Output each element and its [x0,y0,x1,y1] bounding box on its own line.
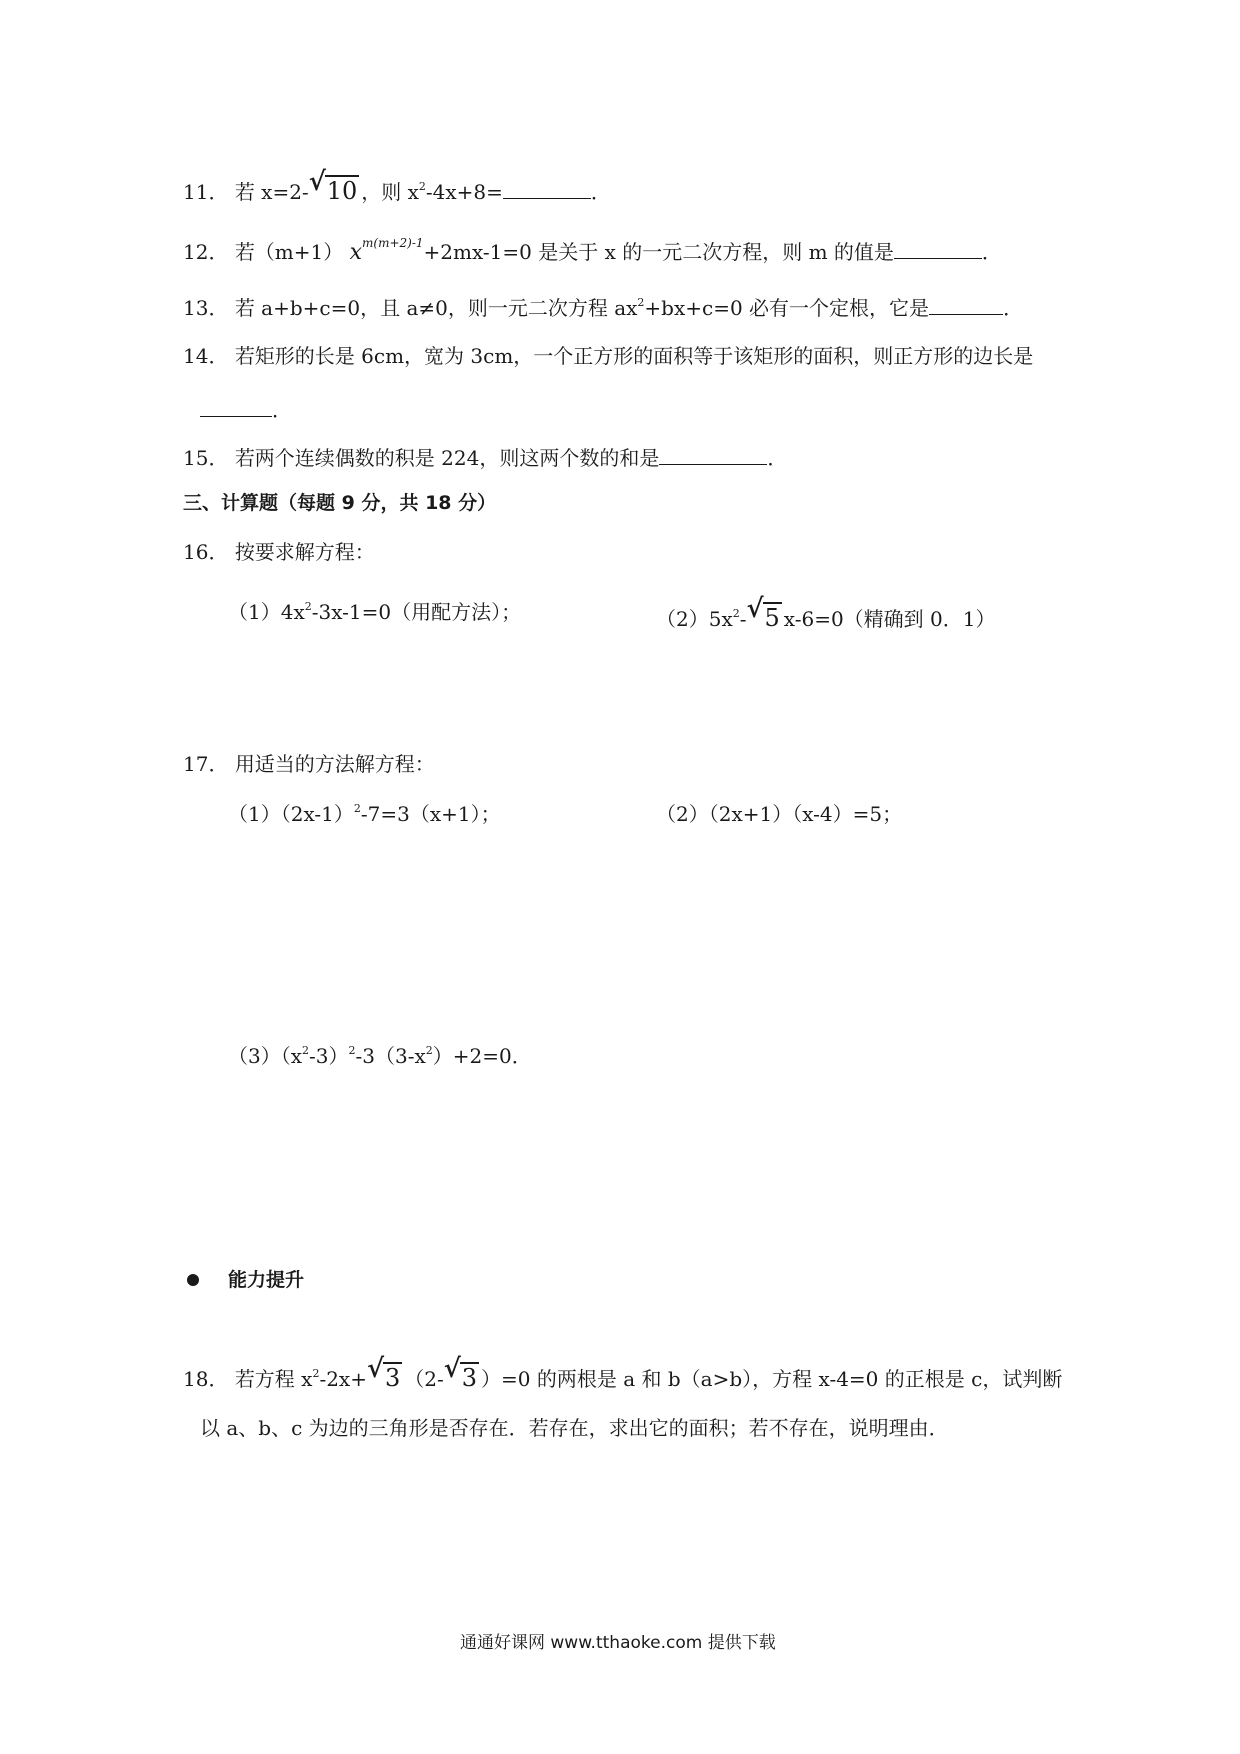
question-14 [183,346,1033,366]
question-number: 16． [183,540,229,564]
exponent: 2 [312,1367,320,1380]
question-number: 15． [183,446,229,470]
part-text: -3（3-x [355,1044,426,1068]
question-text: 若（m+1） [234,240,344,264]
question-number: 18． [183,1367,229,1391]
footer-text: 通通好课网 www.tthaoke.com 提供下载 [460,1633,776,1653]
section-title: 能力提升 [228,1269,305,1291]
question-text: 以 a、b、c 为边的三角形是否存在．若存在，求出它的面积；若不存在，说明理由． [200,1416,949,1440]
question-17-part-2 [656,804,902,824]
answer-blank [894,240,982,259]
exponent: 2 [425,1044,433,1057]
question-text: ）=0 的两根是 a 和 b（a>b），方程 x-4=0 的正根是 c，试判断 [481,1367,1063,1391]
question-number: 11． [183,180,229,204]
answer-blank [659,446,767,465]
question-text: 用适当的方法解方程： [234,752,435,776]
part-text: （2）5x [656,607,733,631]
question-text: +bx+c=0 必有一个定根，它是 [644,296,930,320]
question-number: 13． [183,296,229,320]
part-text: -7=3（x+1）； [360,802,501,826]
sqrt-expression [308,167,360,205]
radical-sign-icon: √ [443,1354,461,1384]
radicand: 3 [461,1364,478,1392]
answer-blank [929,296,1003,315]
radical-sign-icon: √ [746,594,764,624]
ability-heading [228,1271,304,1290]
part-text: -3） [309,1044,349,1068]
radicand: 3 [384,1364,401,1392]
exponent: 2 [637,296,645,309]
exponent: 2 [353,802,361,815]
sqrt-expression [746,594,782,632]
question-number: 14． [183,344,229,368]
part-text: -3x-1=0（用配方法）； [311,600,522,624]
question-11 [183,167,611,205]
question-16 [183,542,375,562]
question-text: 若 x=2- [234,180,309,204]
part-text: - [739,607,747,631]
part-text: （3）（x [228,1044,303,1068]
question-text: ，则 x [361,180,419,204]
bullet-icon [187,1274,199,1286]
part-text: x-6=0（精确到 0．1） [783,607,996,631]
part-text: （2）（2x+1）（x-4）=5； [656,802,903,826]
exponent: 2 [304,600,312,613]
question-18 [183,1354,1063,1392]
question-13 [183,296,1023,318]
question-17 [183,754,435,774]
question-text: （2- [404,1367,444,1391]
radicand: 5 [764,604,780,632]
question-text: 若两个连续偶数的积是 224，则这两个数的和是 [234,446,660,470]
question-16-part-2 [656,594,996,632]
part-text: ）+2=0． [432,1044,532,1068]
question-text: -4x+8= [425,180,503,204]
radical-sign-icon: √ [308,167,326,197]
exponent: 2 [348,1044,356,1057]
section-heading [183,494,496,513]
question-text: 若矩形的长是 6cm，宽为 3cm，一个正方形的面积等于该矩形的面积，则正方形的边长是 [234,344,1034,368]
sqrt-expression [366,1354,402,1392]
question-text: ． [590,180,611,204]
answer-blank [200,398,272,417]
question-17-part-1 [228,804,501,824]
question-text: ． [981,240,1002,264]
part-text: （1）4x [228,600,305,624]
exponent: 2 [302,1044,310,1057]
question-17-part-3 [228,1046,532,1066]
answer-blank [503,180,591,199]
question-18-continuation [200,1418,949,1438]
exponent: 2 [732,607,740,620]
variable-x: x [349,240,363,265]
question-number: 17． [183,752,229,776]
question-text: -2x+ [319,1367,367,1391]
question-text: ． [272,398,292,422]
question-number: 12． [183,240,229,264]
sqrt-expression [443,1354,479,1392]
radicand: 10 [326,177,358,205]
exponent: m(m+2)-1 [362,236,424,250]
question-text: 按要求解方程： [234,540,375,564]
question-14-continuation [200,398,292,420]
question-text: ． [767,446,788,470]
question-16-part-1 [228,602,521,622]
page-footer [460,1635,776,1652]
question-text: ． [1003,296,1024,320]
question-12 [183,236,1002,265]
radical-sign-icon: √ [366,1354,385,1384]
part-text: （1）（2x-1） [228,802,354,826]
exponent: 2 [418,180,426,193]
question-text: +2mx-1=0 是关于 x 的一元二次方程，则 m 的值是 [423,240,894,264]
section-title: 三、计算题（每题 9 分，共 18 分） [183,492,497,514]
question-text: 若方程 x [234,1367,313,1391]
question-text: 若 a+b+c=0，且 a≠0，则一元二次方程 ax [234,296,638,320]
question-15 [183,446,787,468]
